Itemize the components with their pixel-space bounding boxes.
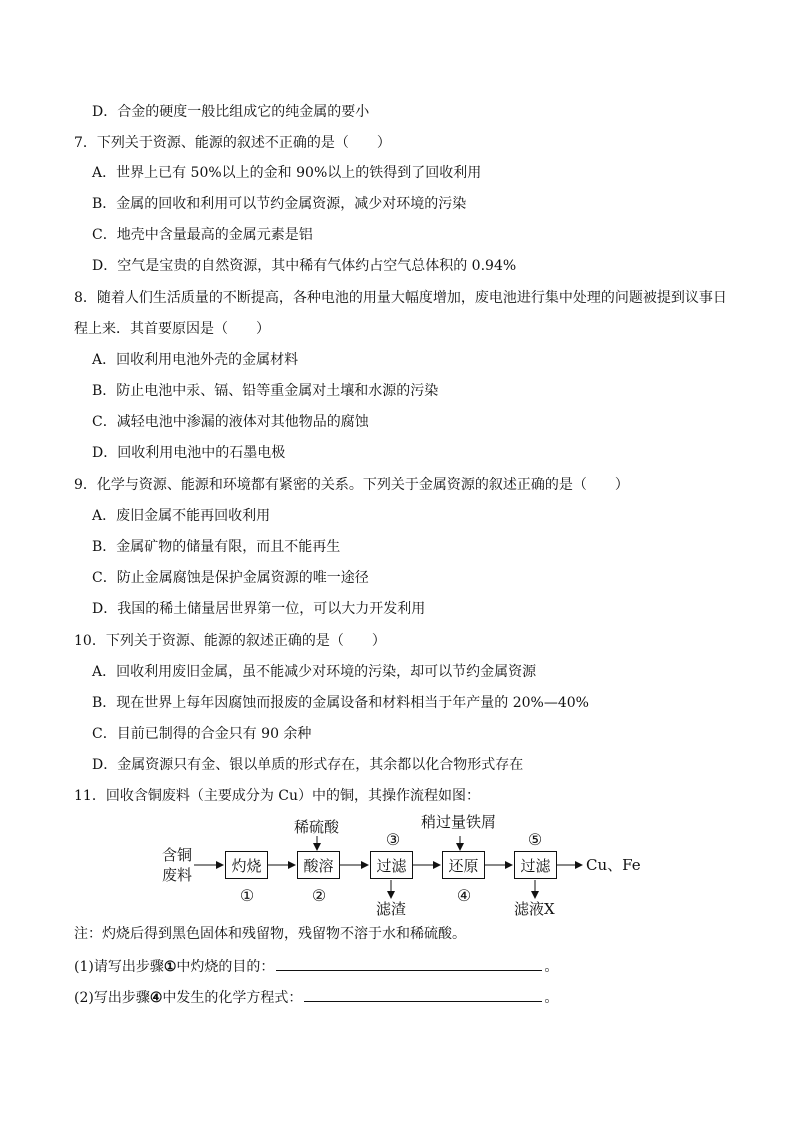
q10-option-a: A．回收利用废旧金属，虽不能减少对环境的污染，却可以节约金属资源 [92,664,537,680]
q10-option-c: C．目前已制得的合金只有 90 余种 [92,726,312,742]
q9-option-a: A．废旧金属不能再回收利用 [92,508,271,524]
sub-q2-suffix: 中发生的化学方程式： [162,990,303,1006]
q8-stem-line1: 8．随着人们生活质量的不断提高，各种电池的用量大幅度增加，废电池进行集中处理的问题被提到议事日 [74,290,727,306]
q10-option-d: D．金属资源只有金、银以单质的形式存在，其余都以化合物形式存在 [92,757,524,773]
q6-option-d: D．合金的硬度一般比组成它的纯金属的要小 [92,104,370,120]
q8-option-c: C．减轻电池中渗漏的液体对其他物品的腐蚀 [92,414,369,430]
step-number-3: ③ [385,830,401,849]
process-flow-diagram [150,808,650,920]
q11-sub-question-1 [74,956,558,976]
step-box-burn: 灼烧 [225,851,268,879]
q7-option-b: B．金属的回收和利用可以节约金属资源，减少对环境的污染 [92,196,467,212]
sub-q1-end: 。 [544,959,559,975]
step-number-5: ⑤ [527,830,543,849]
sub-q2-step-number: ④ [149,990,163,1006]
step-number-4: ④ [456,886,472,905]
reagent-dilute-sulfuric-acid: 稀硫酸 [294,818,340,836]
step-box-acid-dissolve: 酸溶 [297,851,340,879]
step-box-reduce: 还原 [442,851,485,879]
sub-q1-step-number: ① [163,959,177,975]
q11-note: 注：灼烧后得到黑色固体和残留物，残留物不溶于水和稀硫酸。 [74,926,466,942]
answer-blank-1[interactable] [276,956,542,971]
q8-stem-line2: 程上来．其首要原因是（ ） [74,321,270,337]
input-label-line2: 废料 [162,866,193,884]
q9-stem: 9．化学与资源、能源和环境都有紧密的关系。下列关于金属资源的叙述正确的是（ ） [74,477,629,493]
q8-option-a: A．回收利用电池外壳的金属材料 [92,352,299,368]
step-box-filter-1: 过滤 [370,851,413,879]
reagent-excess-iron-filings: 稍过量铁屑 [421,813,497,831]
sub-q1-prefix: (1)请写出步骤 [74,959,164,975]
sub-q2-prefix: (2)写出步骤 [74,990,150,1006]
q7-stem: 7．下列关于资源、能源的叙述不正确的是（ ） [74,135,391,151]
step-number-1: ① [239,886,255,905]
step-number-2: ② [311,886,327,905]
q8-option-b: B．防止电池中汞、镉、铅等重金属对土壤和水源的污染 [92,383,439,399]
product-cu-fe: Cu、Fe [586,856,641,874]
q7-option-c: C．地壳中含量最高的金属元素是铝 [92,227,313,243]
q11-stem: 11．回收含铜废料（主要成分为 Cu）中的铜，其操作流程如图： [74,788,480,804]
product-filtrate-x: 滤液X [514,900,555,918]
input-label-line1: 含铜 [162,846,193,864]
q9-option-d: D．我国的稀土储量居世界第一位，可以大力开发利用 [92,601,426,617]
step-box-filter-2: 过滤 [514,851,557,879]
sub-q1-suffix: 中灼烧的目的： [176,959,275,975]
q7-option-a: A．世界上已有 50%以上的金和 90%以上的铁得到了回收利用 [92,165,482,181]
q10-stem: 10．下列关于资源、能源的叙述正确的是（ ） [74,633,386,649]
q8-option-d: D．回收利用电池中的石墨电极 [92,445,286,461]
q11-sub-question-2 [74,987,558,1007]
answer-blank-2[interactable] [304,987,542,1002]
product-residue: 滤渣 [376,900,407,918]
q9-option-b: B．金属矿物的储量有限，而且不能再生 [92,539,341,555]
q10-option-b: B．现在世界上每年因腐蚀而报废的金属设备和材料相当于年产量的 20%—40% [92,695,589,711]
q9-option-c: C．防止金属腐蚀是保护金属资源的唯一途径 [92,570,369,586]
sub-q2-end: 。 [544,990,559,1006]
q7-option-d: D．空气是宝贵的自然资源，其中稀有气体约占空气总体积的 0.94% [92,258,517,274]
